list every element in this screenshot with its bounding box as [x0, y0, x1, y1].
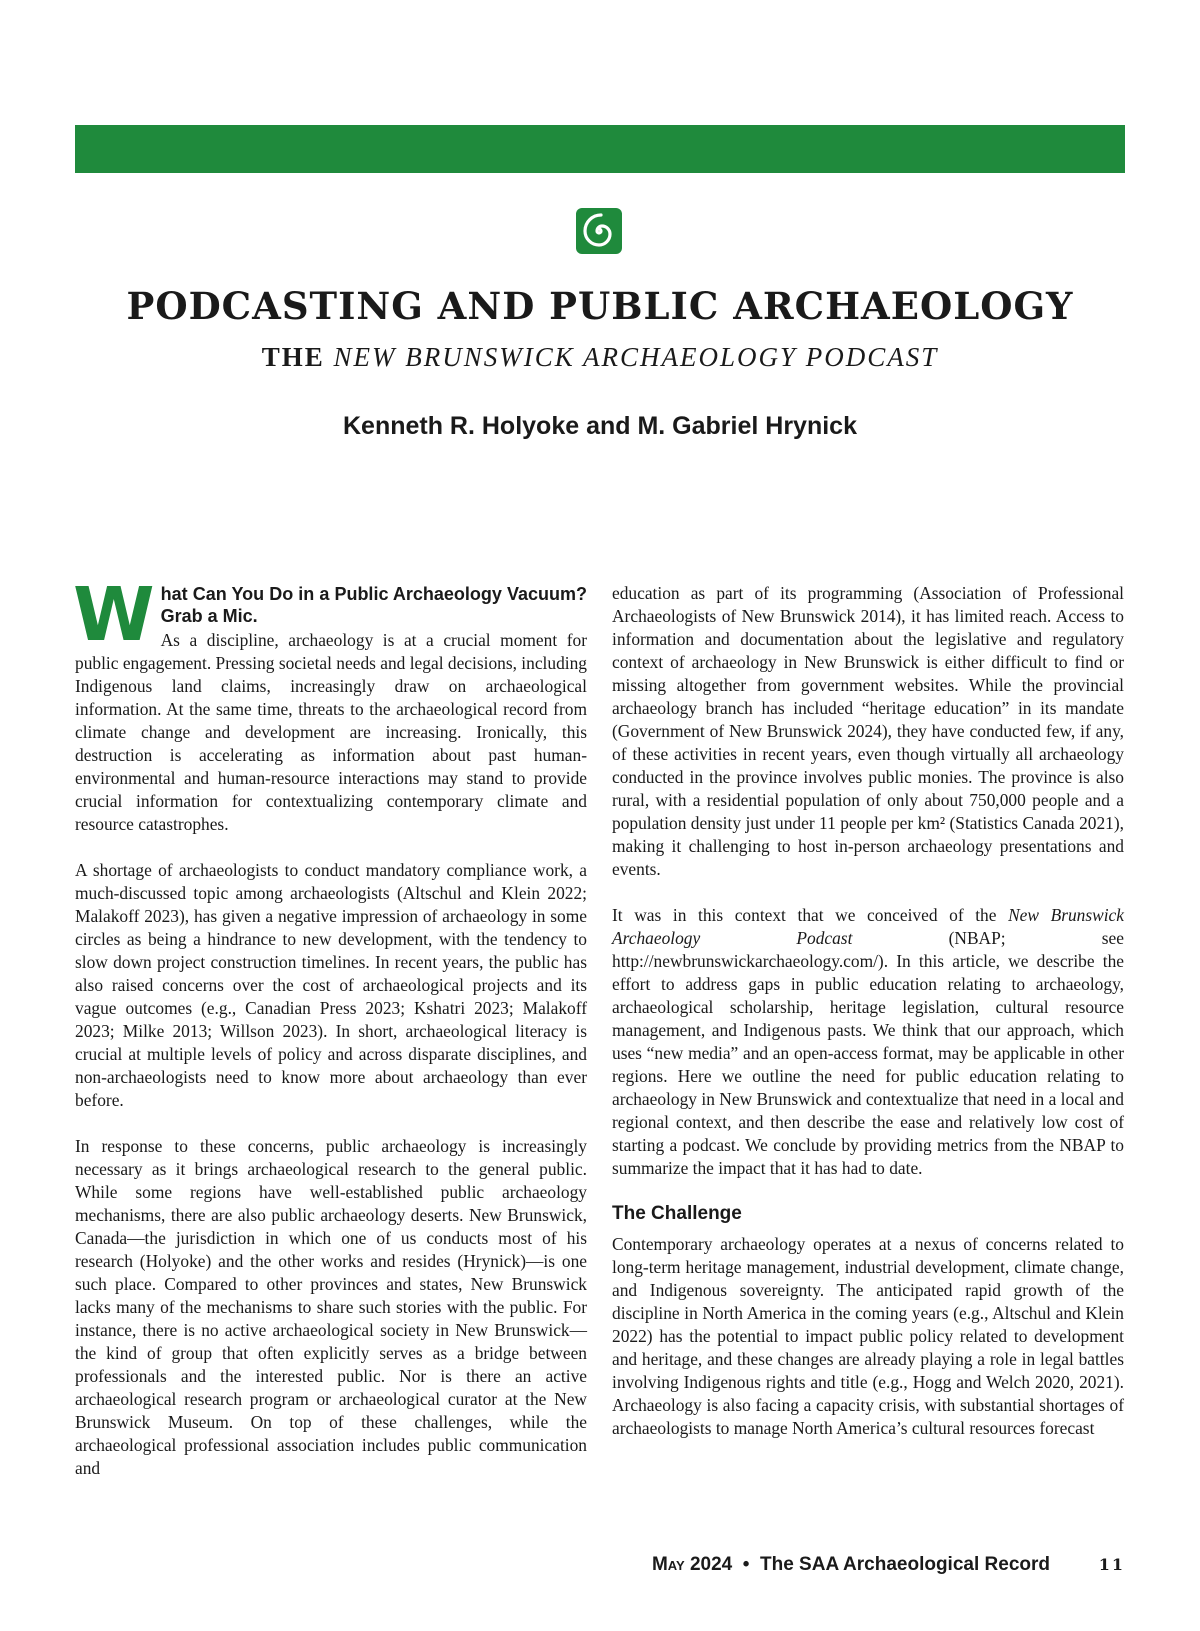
footer-bullet: • [742, 1554, 750, 1575]
paragraph-6: Contemporary archaeology operates at a nexus of concerns related to long-term heritage management, industrial development, climate change, and Indigenous sovereignty. The anticipated rapid growth of the discipline in North America in the coming years (e.g., Altschul and Klein 2022) has the potential to impact public policy related to development and heritage, and these changes are already playing a role in legal battles involving Indigenous rights and title (e.g., Hogg and Welch 2020, 2021). Archaeology is also facing a capacity crisis, with substantial shortages of archaeologists to manage North America’s cultural resources forecast [612, 1234, 1124, 1438]
page-footer [0, 1554, 1200, 1584]
footer-year: 2024 [689, 1554, 733, 1575]
subtitle-lead: THE [261, 342, 325, 372]
paragraph-1 [75, 629, 587, 836]
footer-journal: The SAA Archaeological Record [760, 1554, 1050, 1575]
left-column [73, 572, 587, 1503]
podcast-title-italic: New Brunswick Archaeology Podcast [612, 905, 1124, 948]
paragraph-5 [612, 904, 1124, 1180]
footer-issue [652, 1554, 1050, 1576]
page-number: 11 [1098, 1555, 1125, 1574]
paragraph-5-rest: (NBAP; see http://newbrunswickarchaeology.com/). In this article, we describe the effort to address gaps in public education relating to archaeology, archaeological scholarship, heritage legislation, cultural resource management, and Indigenous pasts. We think that our approach, which uses “new media” and an open-access format, may be applicable in other regions. Here we outline the need for public education relating to archaeology in New Brunswick and contextualize that need in a local and regional context, and then describe the ease and relatively low cost of starting a podcast. We conclude by providing metrics from the NBAP to summarize the impact that it has had to date. [612, 928, 1124, 1178]
header-color-bar [75, 125, 1125, 173]
paragraph-3: In response to these concerns, public archaeology is increasingly necessary as it brings archaeological research to the general public. While some regions have well-established public archaeology mechanisms, there are also public archaeology deserts. New Brunswick, Canada—the jurisdiction in which one of us conducts most of his research (Holyoke) and the other works and resides (Hrynick)—is one such place. Compared to other provinces and states, New Brunswick lacks many of the mechanisms to share such stories with the public. For instance, there is no active archaeological society in New Brunswick—the kind of group that often explicitly serves as a bridge between professionals and the interested public. Nor is there an active archaeological research program or archaeological curator at the New Brunswick Museum. On top of these challenges, while the archaeological professional association includes public communication and [75, 1136, 587, 1478]
section-heading-challenge: The Challenge [612, 1203, 742, 1224]
paragraph-1-text: As a discipline, archaeology is at a crucial moment for public engagement. Pressing societal needs and legal decisions, including Indigenous land claims, increasingly draw on archaeological information. At the same time, threats to the archaeological record from climate change and development are increasing. Ironically, this destruction is accelerating as information about past human-environmental and human-resource interactions may stand to provide crucial information for contextualizing contemporary climate and resource catastrophes. [75, 630, 587, 834]
paragraph-4: education as part of its programming (Association of Professional Archaeologists of New Brunswick 2014), it has limited reach. Access to information and documentation about the legislative and regulatory context of archaeology in New Brunswick is either difficult to find or missing altogether from government websites. While the provincial archaeology branch has included “heritage education” in its mandate (Government of New Brunswick 2024), they have conducted few, if any, of these activities in recent years, even though virtually all archaeology conducted in the province involves public monies. The province is also rural, with a residential population of only about 750,000 people and a population density just under 11 people per km² (Statistics Canada 2021), making it challenging to host in-person archaeology presentations and events. [612, 583, 1124, 879]
right-column [612, 582, 1124, 1463]
subtitle-podcast-name: NEW BRUNSWICK ARCHAEOLOGY PODCAST [333, 342, 939, 372]
paragraph-5-start: It was in this context that we conceived of the [612, 905, 997, 925]
drop-cap: W [73, 572, 155, 658]
article-authors: Kenneth R. Holyoke and M. Gabriel Hrynick [342, 412, 857, 440]
article-title: PODCASTING AND PUBLIC ARCHAEOLOGY [126, 284, 1074, 328]
paragraph-2: A shortage of archaeologists to conduct mandatory compliance work, a much-discussed topic among archaeologists (Altschul and Klein 2022; Malakoff 2023), has given a negative impression of archaeology in some circles as being a hindrance to new development, with the tendency to slow down project construction timelines. In recent years, the public has also raised concerns over the cost of archaeological projects and its vague outcomes (e.g., Canadian Press 2023; Kshatri 2023; Malakoff 2023; Milke 2013; Willson 2023). In short, archaeological literacy is crucial at multiple levels of policy and across disparate disciplines, and non-archaeologists need to know more about archaeology than ever before. [75, 860, 587, 1110]
footer-month: May [651, 1554, 685, 1575]
article-subtitle [0, 342, 1200, 373]
lead-heading: hat Can You Do in a Public Archaeology Vacuum? Grab a Mic. [160, 584, 587, 626]
spiral-logo-icon [574, 206, 624, 256]
